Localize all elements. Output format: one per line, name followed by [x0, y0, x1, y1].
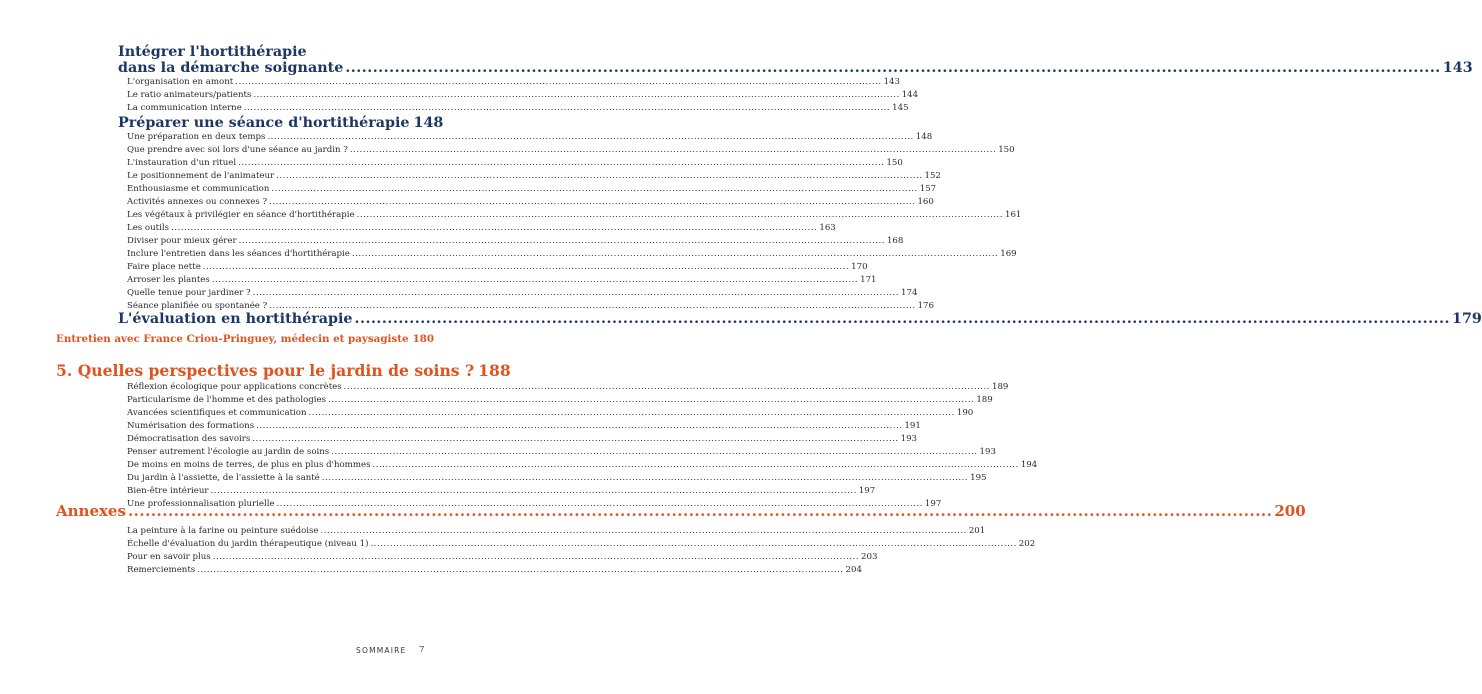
toc-item[interactable]: [127, 552, 878, 562]
toc-item[interactable]: [127, 434, 918, 444]
toc-leader: [212, 275, 858, 285]
toc-label: Annexes: [56, 502, 126, 520]
page-number: 7: [419, 645, 425, 655]
toc-label: Les végétaux à privilégier en séance d'hortithérapie: [127, 210, 355, 220]
toc-entry-preparer[interactable]: [118, 115, 444, 131]
toc-item[interactable]: [127, 236, 904, 246]
toc-item[interactable]: [127, 275, 877, 285]
toc-label: Pour en savoir plus: [127, 552, 211, 562]
toc-leader: [357, 210, 1003, 220]
toc-page: 197: [924, 499, 942, 509]
toc-leader: [210, 486, 856, 496]
toc-leader: [269, 301, 915, 311]
toc-item[interactable]: [127, 90, 919, 100]
toc-label: Numérisation des formations: [127, 421, 255, 431]
toc-label: L'instauration d'un rituel: [127, 158, 237, 168]
toc-page: 188: [478, 361, 511, 380]
toc-leader: [267, 132, 913, 142]
toc-item[interactable]: [127, 132, 933, 142]
toc-label: L'organisation en amont: [127, 77, 234, 87]
toc-leader: [322, 473, 968, 483]
toc-item[interactable]: [127, 184, 937, 194]
toc-item[interactable]: [127, 526, 986, 536]
toc-item[interactable]: [127, 447, 996, 457]
toc-label: dans la démarche soignante: [118, 60, 344, 76]
toc-page: 170: [851, 262, 868, 272]
toc-page: 180: [412, 333, 435, 345]
toc-label: De moins en moins de terres, de plus en plus d'hommes: [127, 460, 371, 470]
toc-page: 191: [904, 421, 921, 431]
toc-leader: [344, 382, 990, 392]
toc-label: 5. Quelles perspectives pour le jardin de soins ?: [56, 361, 475, 380]
toc-label: Activités annexes ou connexes ?: [127, 197, 268, 207]
toc-page: 168: [886, 236, 904, 246]
toc-item[interactable]: [127, 395, 993, 405]
toc-entry-evaluation[interactable]: [118, 311, 1482, 327]
toc-page: 193: [979, 447, 996, 457]
toc-page: 163: [819, 223, 836, 233]
toc-label: Quelle tenue pour jardiner ?: [127, 288, 251, 298]
toc-item[interactable]: [127, 103, 909, 113]
toc-page: 204: [845, 565, 862, 575]
toc-item[interactable]: [127, 288, 918, 298]
toc-leader: [213, 552, 859, 562]
toc-leader: [355, 311, 1450, 327]
toc-label: Faire place nette: [127, 262, 201, 272]
toc-label: Le ratio animateurs/patients: [127, 90, 252, 100]
toc-page: 160: [917, 197, 934, 207]
toc-item[interactable]: [127, 408, 974, 418]
toc-item[interactable]: [127, 249, 1017, 259]
toc-leader: [253, 90, 899, 100]
toc-label: Une préparation en deux temps: [127, 132, 266, 142]
toc-label: Entretien avec France Criou-Pringuey, médecin et paysagiste: [56, 333, 409, 345]
toc-label: Particularisme de l'homme et des pathologies: [127, 395, 326, 405]
toc-page: 202: [1018, 539, 1036, 549]
toc-leader: [197, 565, 843, 575]
toc-page: 150: [998, 145, 1015, 155]
toc-page: 176: [917, 301, 934, 311]
toc-item[interactable]: [127, 539, 1036, 549]
toc-leader: [345, 60, 1440, 76]
toc-page: 161: [1004, 210, 1022, 220]
toc-item[interactable]: [127, 171, 941, 181]
toc-item[interactable]: [127, 197, 934, 207]
section-title-integrer: Intégrer l'hortithérapie: [118, 44, 307, 60]
toc-page: 171: [860, 275, 877, 285]
toc-label: Le positionnement de l'animateur: [127, 171, 275, 181]
toc-page: 145: [892, 103, 909, 113]
toc-item[interactable]: [127, 262, 868, 272]
toc-page: 201: [968, 526, 986, 536]
toc-label: Échelle d'évaluation du jardin thérapeutique (niveau 1): [127, 539, 369, 549]
toc-entry-interview[interactable]: [56, 333, 435, 345]
toc-item[interactable]: [127, 486, 876, 496]
toc-leader: [276, 171, 922, 181]
toc-item[interactable]: [127, 382, 1009, 392]
toc-label: Avancées scientifiques et communication: [127, 408, 307, 418]
toc-item[interactable]: [127, 473, 987, 483]
toc-item[interactable]: [127, 145, 1015, 155]
toc-page: 195: [970, 473, 987, 483]
toc-entry-integrer[interactable]: [118, 60, 1473, 76]
toc-label: Réflexion écologique pour applications concrètes: [127, 382, 342, 392]
toc-item[interactable]: [127, 223, 836, 233]
toc-item[interactable]: [127, 421, 921, 431]
toc-leader: [269, 197, 915, 207]
toc-leader: [352, 249, 998, 259]
toc-page: 174: [901, 288, 918, 298]
toc-leader: [309, 408, 955, 418]
toc-label: Que prendre avec soi lors d'une séance au jardin ?: [127, 145, 348, 155]
toc-leader: [328, 395, 974, 405]
toc-leader: [203, 262, 849, 272]
toc-leader: [128, 502, 1272, 520]
toc-leader: [253, 288, 899, 298]
toc-item[interactable]: [127, 301, 934, 311]
toc-label: Inclure l'entretien dans les séances d'hortithérapie: [127, 249, 350, 259]
toc-item[interactable]: [127, 565, 862, 575]
toc-item[interactable]: [127, 77, 900, 87]
toc-page: 193: [900, 434, 918, 444]
toc-label: Une professionnalisation plurielle: [127, 499, 275, 509]
toc-label: La communication interne: [127, 103, 242, 113]
toc-page: 169: [1000, 249, 1017, 259]
toc-page: 200: [1274, 502, 1306, 520]
toc-leader: [252, 434, 898, 444]
toc-page: 194: [1020, 460, 1038, 470]
toc-leader: [271, 184, 917, 194]
toc-label: L'évaluation en hortithérapie: [118, 311, 353, 327]
toc-leader: [239, 236, 885, 246]
toc-page: 190: [956, 408, 974, 418]
toc-label: Séance planifiée ou spontanée ?: [127, 301, 268, 311]
toc-item[interactable]: [127, 210, 1022, 220]
toc-page: 197: [858, 486, 876, 496]
toc-leader: [256, 421, 902, 431]
toc-item[interactable]: [127, 460, 1038, 470]
toc-label: Arroser les plantes: [127, 275, 210, 285]
toc-chapter-5[interactable]: [56, 361, 511, 380]
toc-leader: [370, 539, 1016, 549]
toc-label: La peinture à la farine ou peinture suédoise: [127, 526, 319, 536]
toc-label: Diviser pour mieux gérer: [127, 236, 237, 246]
toc-leader: [372, 460, 1018, 470]
toc-label: Enthousiasme et communication: [127, 184, 270, 194]
toc-label: Les outils: [127, 223, 170, 233]
toc-label: Démocratisation des savoirs: [127, 434, 251, 444]
toc-label: Remerciements: [127, 565, 196, 575]
toc-leader: [244, 103, 890, 113]
toc-leader: [238, 158, 884, 168]
toc-leader: [350, 145, 996, 155]
toc-page: 144: [901, 90, 919, 100]
toc-page: 203: [861, 552, 878, 562]
toc-page: 143: [1442, 60, 1473, 76]
toc-label: Penser autrement l'écologie au jardin de soins: [127, 447, 330, 457]
toc-page: 189: [976, 395, 993, 405]
toc-page: 152: [924, 171, 941, 181]
toc-page: 157: [919, 184, 937, 194]
toc-label: Préparer une séance d'hortithérapie: [118, 115, 410, 131]
toc-page: 148: [915, 132, 933, 142]
footer-label: SOMMAIRE: [356, 646, 407, 655]
toc-page: 150: [886, 158, 903, 168]
toc-page: 143: [883, 77, 900, 87]
toc-page: 148: [413, 115, 444, 131]
toc-item[interactable]: [127, 158, 903, 168]
toc-leader: [171, 223, 817, 233]
toc-page: 179: [1452, 311, 1482, 327]
toc-page: 189: [992, 382, 1009, 392]
toc-label: Bien-être intérieur: [127, 486, 209, 496]
toc-label: Du jardin à l'assiette, de l'assiette à la santé: [127, 473, 320, 483]
toc-leader: [331, 447, 977, 457]
toc-leader: [235, 77, 881, 87]
toc-leader: [321, 526, 967, 536]
